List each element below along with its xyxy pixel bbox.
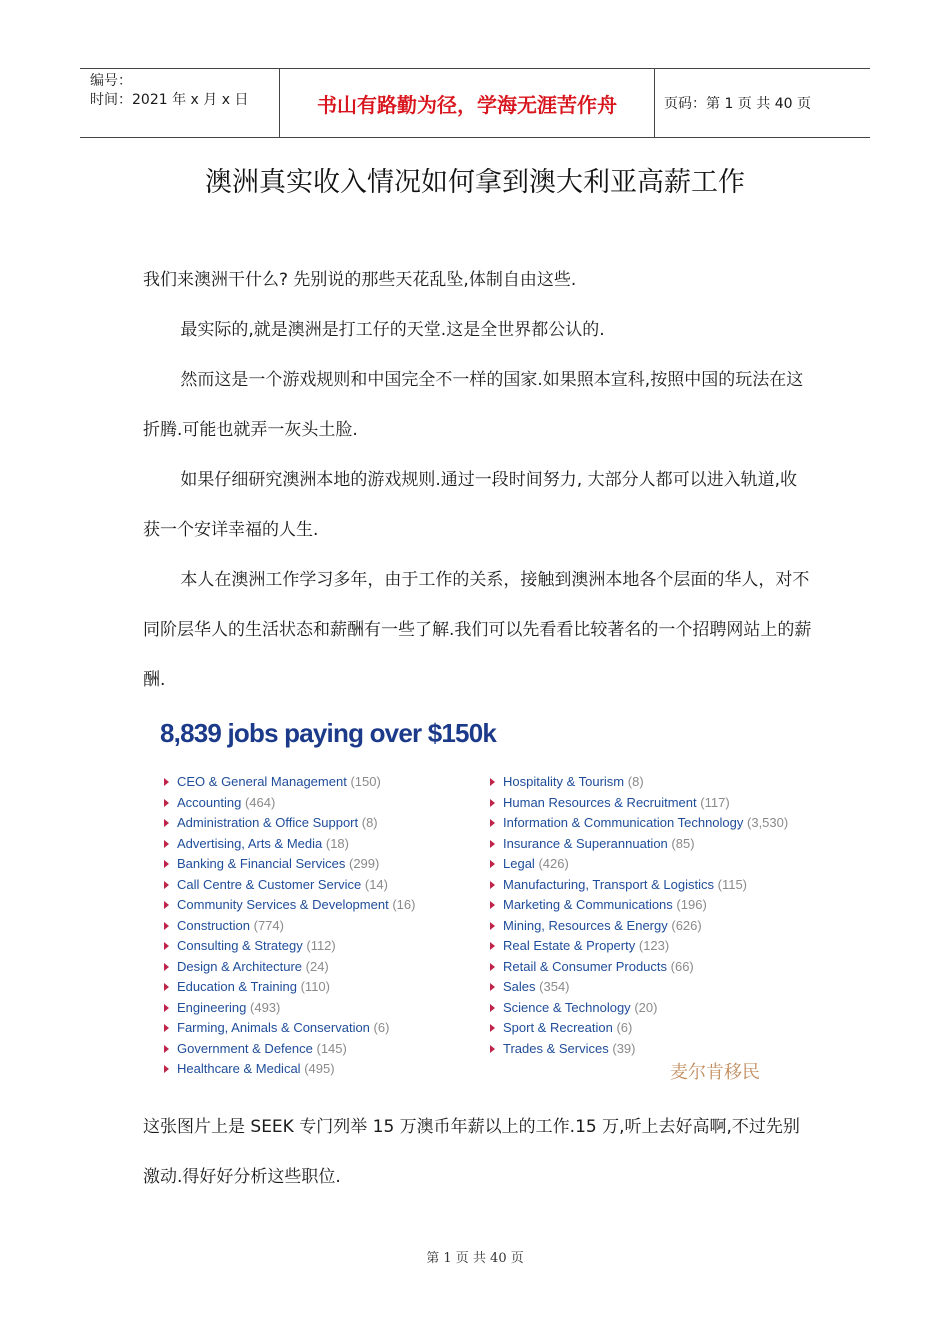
category-count: (464) (244, 794, 276, 810)
category-item[interactable] (490, 998, 788, 1019)
seek-title: 8,839 jobs paying over $150k (160, 718, 497, 748)
category-count: (145) (316, 1040, 347, 1056)
category-link[interactable]: Healthcare & Medical (177, 1061, 301, 1076)
category-item[interactable] (164, 854, 415, 875)
category-count: (85) (671, 835, 695, 851)
category-item[interactable] (164, 772, 415, 793)
arrow-right-icon (164, 1065, 169, 1073)
category-count: (626) (671, 917, 702, 933)
category-link[interactable]: Human Resources & Recruitment (503, 794, 697, 810)
category-item[interactable] (490, 793, 788, 814)
category-link[interactable]: Insurance & Superannuation (503, 835, 668, 851)
category-count: (354) (539, 979, 570, 994)
arrow-right-icon (164, 1024, 169, 1032)
category-link[interactable]: Farming, Animals & Conservation (177, 1020, 370, 1035)
arrow-right-icon (490, 901, 495, 909)
category-link[interactable]: Call Centre & Customer Service (177, 876, 362, 892)
arrow-right-icon (490, 881, 495, 889)
category-link[interactable]: Sport & Recreation (503, 1020, 613, 1035)
category-item[interactable] (490, 957, 788, 978)
category-item[interactable] (164, 1059, 415, 1080)
category-item[interactable] (490, 977, 788, 998)
arrow-right-icon (490, 860, 495, 868)
category-count: (196) (676, 897, 707, 912)
arrow-right-icon (164, 901, 169, 909)
category-count: (3,530) (747, 815, 789, 830)
arrow-right-icon (164, 922, 169, 930)
arrow-right-icon (490, 819, 495, 827)
category-item[interactable] (164, 895, 415, 916)
category-link[interactable]: Mining, Resources & Energy (503, 917, 668, 933)
category-count: (6) (373, 1020, 390, 1035)
category-link[interactable]: Legal (503, 856, 535, 871)
category-count: (123) (638, 938, 670, 953)
category-item[interactable] (490, 895, 788, 916)
category-link[interactable]: Manufacturing, Transport & Logistics (503, 876, 714, 892)
category-item[interactable] (164, 1039, 415, 1060)
category-item[interactable] (490, 936, 788, 957)
header-page-info: 页码：第 1 页 共 40 页 (664, 96, 811, 112)
arrow-right-icon (490, 963, 495, 971)
category-count: (110) (300, 979, 330, 994)
arrow-right-icon (164, 983, 169, 991)
category-item[interactable] (164, 813, 415, 834)
category-item[interactable] (164, 998, 415, 1019)
category-link[interactable]: Real Estate & Property (503, 938, 636, 953)
arrow-right-icon (164, 840, 169, 848)
category-link[interactable]: Consulting & Strategy (177, 938, 303, 953)
arrow-right-icon (164, 778, 169, 786)
category-link[interactable]: Science & Technology (503, 999, 631, 1015)
category-count: (299) (348, 856, 380, 871)
category-item[interactable] (164, 936, 415, 957)
arrow-right-icon (164, 1045, 169, 1053)
category-link[interactable]: Education & Training (177, 979, 297, 994)
category-item[interactable] (490, 916, 788, 937)
page-footer: 第 1 页 共 40 页 (426, 1251, 524, 1266)
category-link[interactable]: Administration & Office Support (177, 815, 359, 830)
category-count: (115) (717, 876, 748, 892)
arrow-right-icon (490, 1024, 495, 1032)
category-item[interactable] (490, 854, 788, 875)
arrow-right-icon (164, 963, 169, 971)
arrow-right-icon (490, 778, 495, 786)
page-header (80, 68, 870, 138)
arrow-right-icon (164, 819, 169, 827)
category-count: (8) (361, 815, 378, 830)
header-meta (80, 69, 280, 137)
category-item[interactable] (164, 916, 415, 937)
paragraph-2: 最实际的,就是澳洲是打工仔的天堂.这是全世界都公认的. (180, 320, 605, 340)
category-link[interactable]: Community Services & Development (177, 897, 389, 912)
category-count: (774) (253, 917, 284, 933)
category-item[interactable] (164, 957, 415, 978)
category-count: (150) (350, 774, 381, 789)
category-item[interactable] (490, 772, 788, 793)
category-list-left (164, 772, 415, 1080)
category-count: (39) (612, 1040, 636, 1056)
category-count: (495) (304, 1061, 335, 1076)
category-item[interactable] (490, 1018, 788, 1039)
paragraph-5: 本人在澳洲工作学习多年，由于工作的关系，接触到澳洲本地各个层面的华人，对不同阶层华人的生活状态和薪酬有一些了解.我们可以先看看比较著名的一个招聘网站上的薪酬. (143, 570, 812, 690)
paragraph-4: 如果仔细研究澳洲本地的游戏规则.通过一段时间努力, 大部分人都可以进入轨道,收获一个安详幸福的人生. (143, 470, 798, 540)
category-link[interactable]: Government & Defence (177, 1040, 313, 1056)
category-link[interactable]: Construction (177, 917, 250, 933)
category-count: (24) (305, 958, 329, 974)
category-item[interactable] (490, 813, 788, 834)
arrow-right-icon (164, 1004, 169, 1012)
category-item[interactable] (490, 834, 788, 855)
category-link[interactable]: Hospitality & Tourism (503, 774, 625, 789)
category-item[interactable] (164, 875, 415, 896)
category-count: (18) (325, 835, 349, 851)
category-count: (6) (616, 1020, 633, 1035)
arrow-right-icon (164, 881, 169, 889)
category-count: (20) (634, 999, 658, 1015)
category-count: (112) (306, 938, 336, 953)
category-item[interactable] (164, 834, 415, 855)
category-link[interactable]: Engineering (177, 999, 247, 1015)
header-number: 编号： (90, 73, 132, 89)
category-link[interactable]: Banking & Financial Services (177, 856, 346, 871)
category-item[interactable] (164, 977, 415, 998)
category-count: (117) (700, 794, 730, 810)
paragraph-3: 然而这是一个游戏规则和中国完全不一样的国家.如果照本宣科,按照中国的玩法在这折腾.可能也就弄一灰头土脸. (143, 370, 804, 440)
category-link[interactable]: Design & Architecture (177, 958, 303, 974)
category-count: (493) (250, 999, 281, 1015)
arrow-right-icon (490, 799, 495, 807)
header-motto: 书山有路勤为径，学海无涯苦作舟 (280, 69, 655, 137)
category-count: (426) (538, 856, 569, 871)
category-count: (16) (392, 897, 416, 912)
arrow-right-icon (164, 942, 169, 950)
arrow-right-icon (490, 840, 495, 848)
header-date: 时间：2021 年 x 月 x 日 (90, 92, 249, 108)
arrow-right-icon (490, 1045, 495, 1053)
category-link[interactable]: Sales (503, 979, 536, 994)
category-link[interactable]: Trades & Services (503, 1040, 609, 1056)
category-count: (66) (670, 958, 694, 974)
arrow-right-icon (490, 942, 495, 950)
arrow-right-icon (490, 983, 495, 991)
paragraph-1: 我们来澳洲干什么? 先别说的那些天花乱坠,体制自由这些. (143, 270, 577, 290)
watermark-logo: 麦尔肯移民 (670, 1062, 760, 1083)
category-link[interactable]: Retail & Consumer Products (503, 958, 668, 974)
arrow-right-icon (490, 922, 495, 930)
category-link[interactable]: Accounting (177, 794, 242, 810)
category-link[interactable]: Marketing & Communications (503, 897, 673, 912)
arrow-right-icon (490, 1004, 495, 1012)
arrow-right-icon (164, 799, 169, 807)
category-item[interactable] (164, 1018, 415, 1039)
category-link[interactable]: Information & Communication Technology (503, 815, 744, 830)
seek-screenshot (160, 718, 810, 1088)
category-item[interactable] (164, 793, 415, 814)
category-item[interactable] (490, 875, 788, 896)
category-link[interactable]: Advertising, Arts & Media (177, 835, 323, 851)
category-item[interactable] (490, 1039, 788, 1060)
closing-paragraph: 这张图片上是 SEEK 专门列举 15 万澳币年薪以上的工作.15 万,听上去好高啊,不过先别激动.得好好分析这些职位. (143, 1117, 800, 1187)
document-title: 澳洲真实收入情况如何拿到澳大利亚高薪工作 (205, 167, 745, 198)
category-link[interactable]: CEO & General Management (177, 774, 347, 789)
category-count: (8) (627, 774, 644, 789)
arrow-right-icon (164, 860, 169, 868)
category-count: (14) (364, 876, 388, 892)
category-list-right (490, 772, 788, 1059)
